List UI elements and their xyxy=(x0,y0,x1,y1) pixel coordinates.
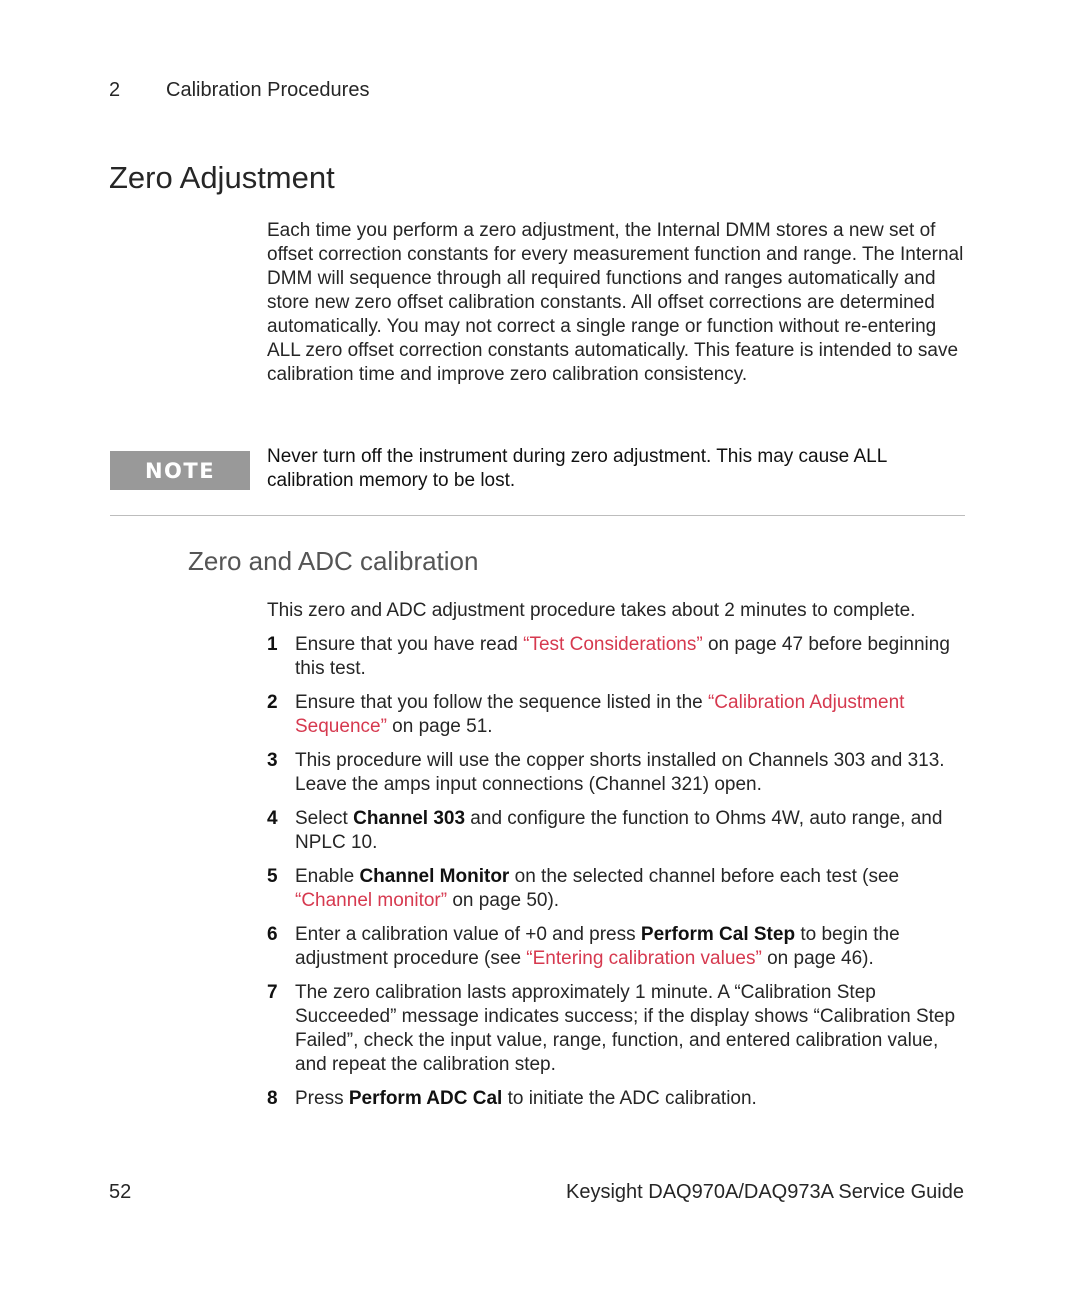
chapter-title: Calibration Procedures xyxy=(166,79,370,101)
ui-term: Perform ADC Cal xyxy=(348,1088,503,1109)
step-number: 7 xyxy=(267,982,278,1003)
chapter-number: 2 xyxy=(109,79,121,101)
step-item xyxy=(267,865,967,913)
divider xyxy=(110,515,965,516)
step-item xyxy=(267,633,967,681)
step-text: Enable Channel Monitor on the selected channel before each test (see “Channel monitor” on page 50). xyxy=(295,866,900,911)
step-text: Enter a calibration value of +0 and press Perform Cal Step to begin the adjustment procedure (see “Entering calibration values” on page 46). xyxy=(295,924,900,969)
step-number: 8 xyxy=(267,1088,278,1109)
step-text: Ensure that you follow the sequence listed in the “Calibration Adjustment Sequence” on page 51. xyxy=(295,692,905,737)
step-number: 3 xyxy=(267,750,278,771)
xref-link[interactable]: “Channel monitor” xyxy=(295,890,448,911)
page-number: 52 xyxy=(109,1181,132,1203)
xref-link[interactable]: “Entering calibration values” xyxy=(526,948,762,969)
step-item xyxy=(267,1087,967,1111)
section-title: Zero Adjustment xyxy=(109,160,335,195)
step-text: The zero calibration lasts approximately 1 minute. A “Calibration Step Succeeded” message indicates success; if the display shows “Calibration Step Failed”, check the input value, range, function, and entered calibration value, and repeat the calibration step. xyxy=(295,982,956,1075)
step-number: 5 xyxy=(267,866,278,887)
step-number: 2 xyxy=(267,692,278,713)
step-number: 6 xyxy=(267,924,278,945)
step-item xyxy=(267,691,967,739)
note-text: Never turn off the instrument during zero adjustment. This may cause ALL calibration memory to be lost. xyxy=(267,446,887,491)
subsection-intro: This zero and ADC adjustment procedure takes about 2 minutes to complete. xyxy=(267,600,916,621)
step-item xyxy=(267,981,967,1077)
step-text: Press Perform ADC Cal to initiate the ADC calibration. xyxy=(295,1088,757,1109)
step-item xyxy=(267,923,967,971)
subsection-title: Zero and ADC calibration xyxy=(188,546,479,576)
step-item xyxy=(267,749,967,797)
xref-link[interactable]: “Test Considerations” xyxy=(523,634,703,655)
guide-title: Keysight DAQ970A/DAQ973A Service Guide xyxy=(566,1181,964,1203)
step-text: Select Channel 303 and configure the function to Ohms 4W, auto range, and NPLC 10. xyxy=(295,808,943,853)
section-body: Each time you perform a zero adjustment, the Internal DMM stores a new set of offset correction constants for every measurement function and range. The Internal DMM will sequence through all required functions and ranges automatically and store new zero offset calibration constants. All offset corrections are determined automatically. You may not correct a single range or function without re-entering ALL zero offset correction constants automatically. This feature is intended to save calibration time and improve zero calibration consistency. xyxy=(267,220,964,385)
step-number: 4 xyxy=(267,808,278,829)
step-item xyxy=(267,807,967,855)
procedure-steps xyxy=(267,633,967,1121)
note-label: NOTE xyxy=(110,451,250,490)
ui-term: Channel Monitor xyxy=(359,866,510,887)
ui-term: Perform Cal Step xyxy=(640,924,796,945)
step-text: Ensure that you have read “Test Considerations” on page 47 before beginning this test. xyxy=(295,634,950,679)
xref-link[interactable]: “Calibration Adjustment Sequence” xyxy=(295,692,905,737)
step-text: This procedure will use the copper shorts installed on Channels 303 and 313. Leave the amps input connections (Channel 321) open. xyxy=(295,750,945,795)
ui-term: Channel 303 xyxy=(353,808,466,829)
step-number: 1 xyxy=(267,634,278,655)
